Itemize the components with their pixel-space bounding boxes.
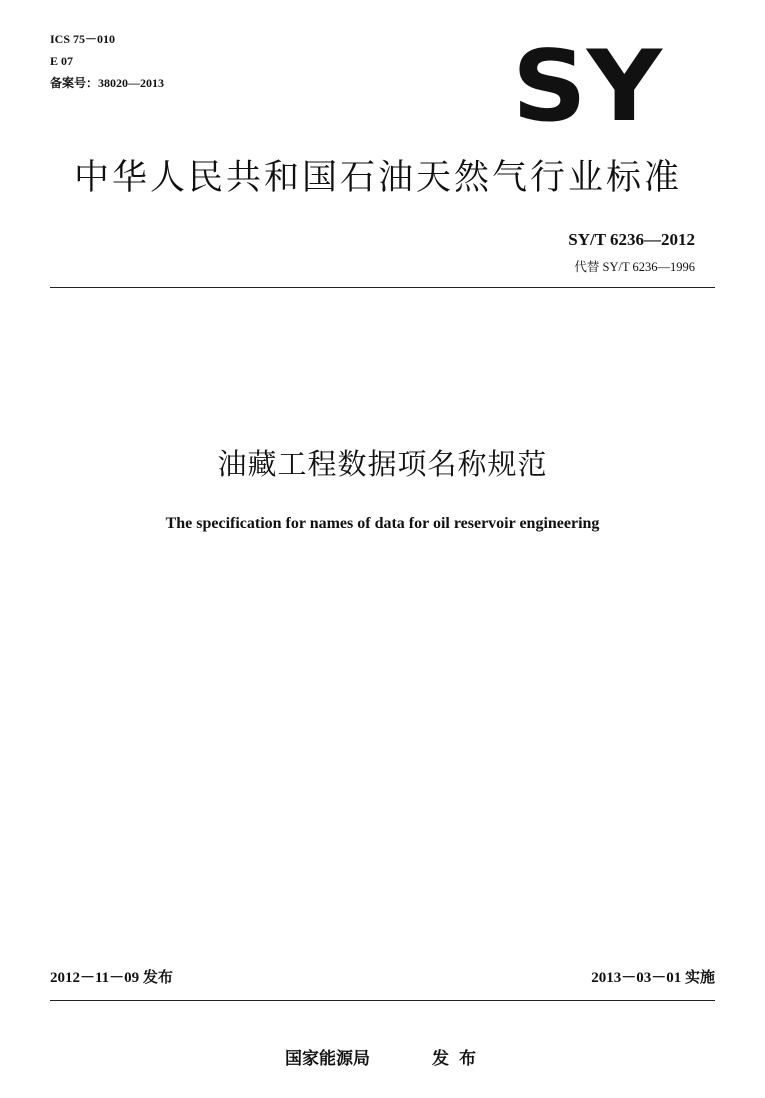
standard-number: SY/T 6236—2012 [568, 230, 695, 249]
issuing-body-title: 中华人民共和国石油天然气行业标准 [74, 158, 683, 198]
sy-logo [512, 42, 664, 124]
implementation-date: 2013－03－01 实施 [591, 970, 715, 986]
document-title-en: The specification for names of data for oil reservoir engineering [165, 515, 600, 532]
publisher-name: 国家能源局 [285, 1049, 370, 1069]
top-divider [50, 287, 715, 288]
issue-date: 2012－11－09 发布 [50, 970, 173, 986]
header-codes [50, 28, 164, 94]
class-code: E 07 [50, 54, 74, 68]
sy-logo-text: SY [512, 42, 664, 124]
replaces-standard: 代替 SY/T 6236—1996 [574, 260, 695, 274]
ics-code: ICS 75－010 [50, 32, 116, 46]
bottom-divider [50, 1000, 715, 1001]
publish-label: 发布 [432, 1049, 486, 1069]
filing-number: 备案号：38020—2013 [50, 76, 165, 90]
document-title-cn: 油藏工程数据项名称规范 [217, 447, 548, 481]
